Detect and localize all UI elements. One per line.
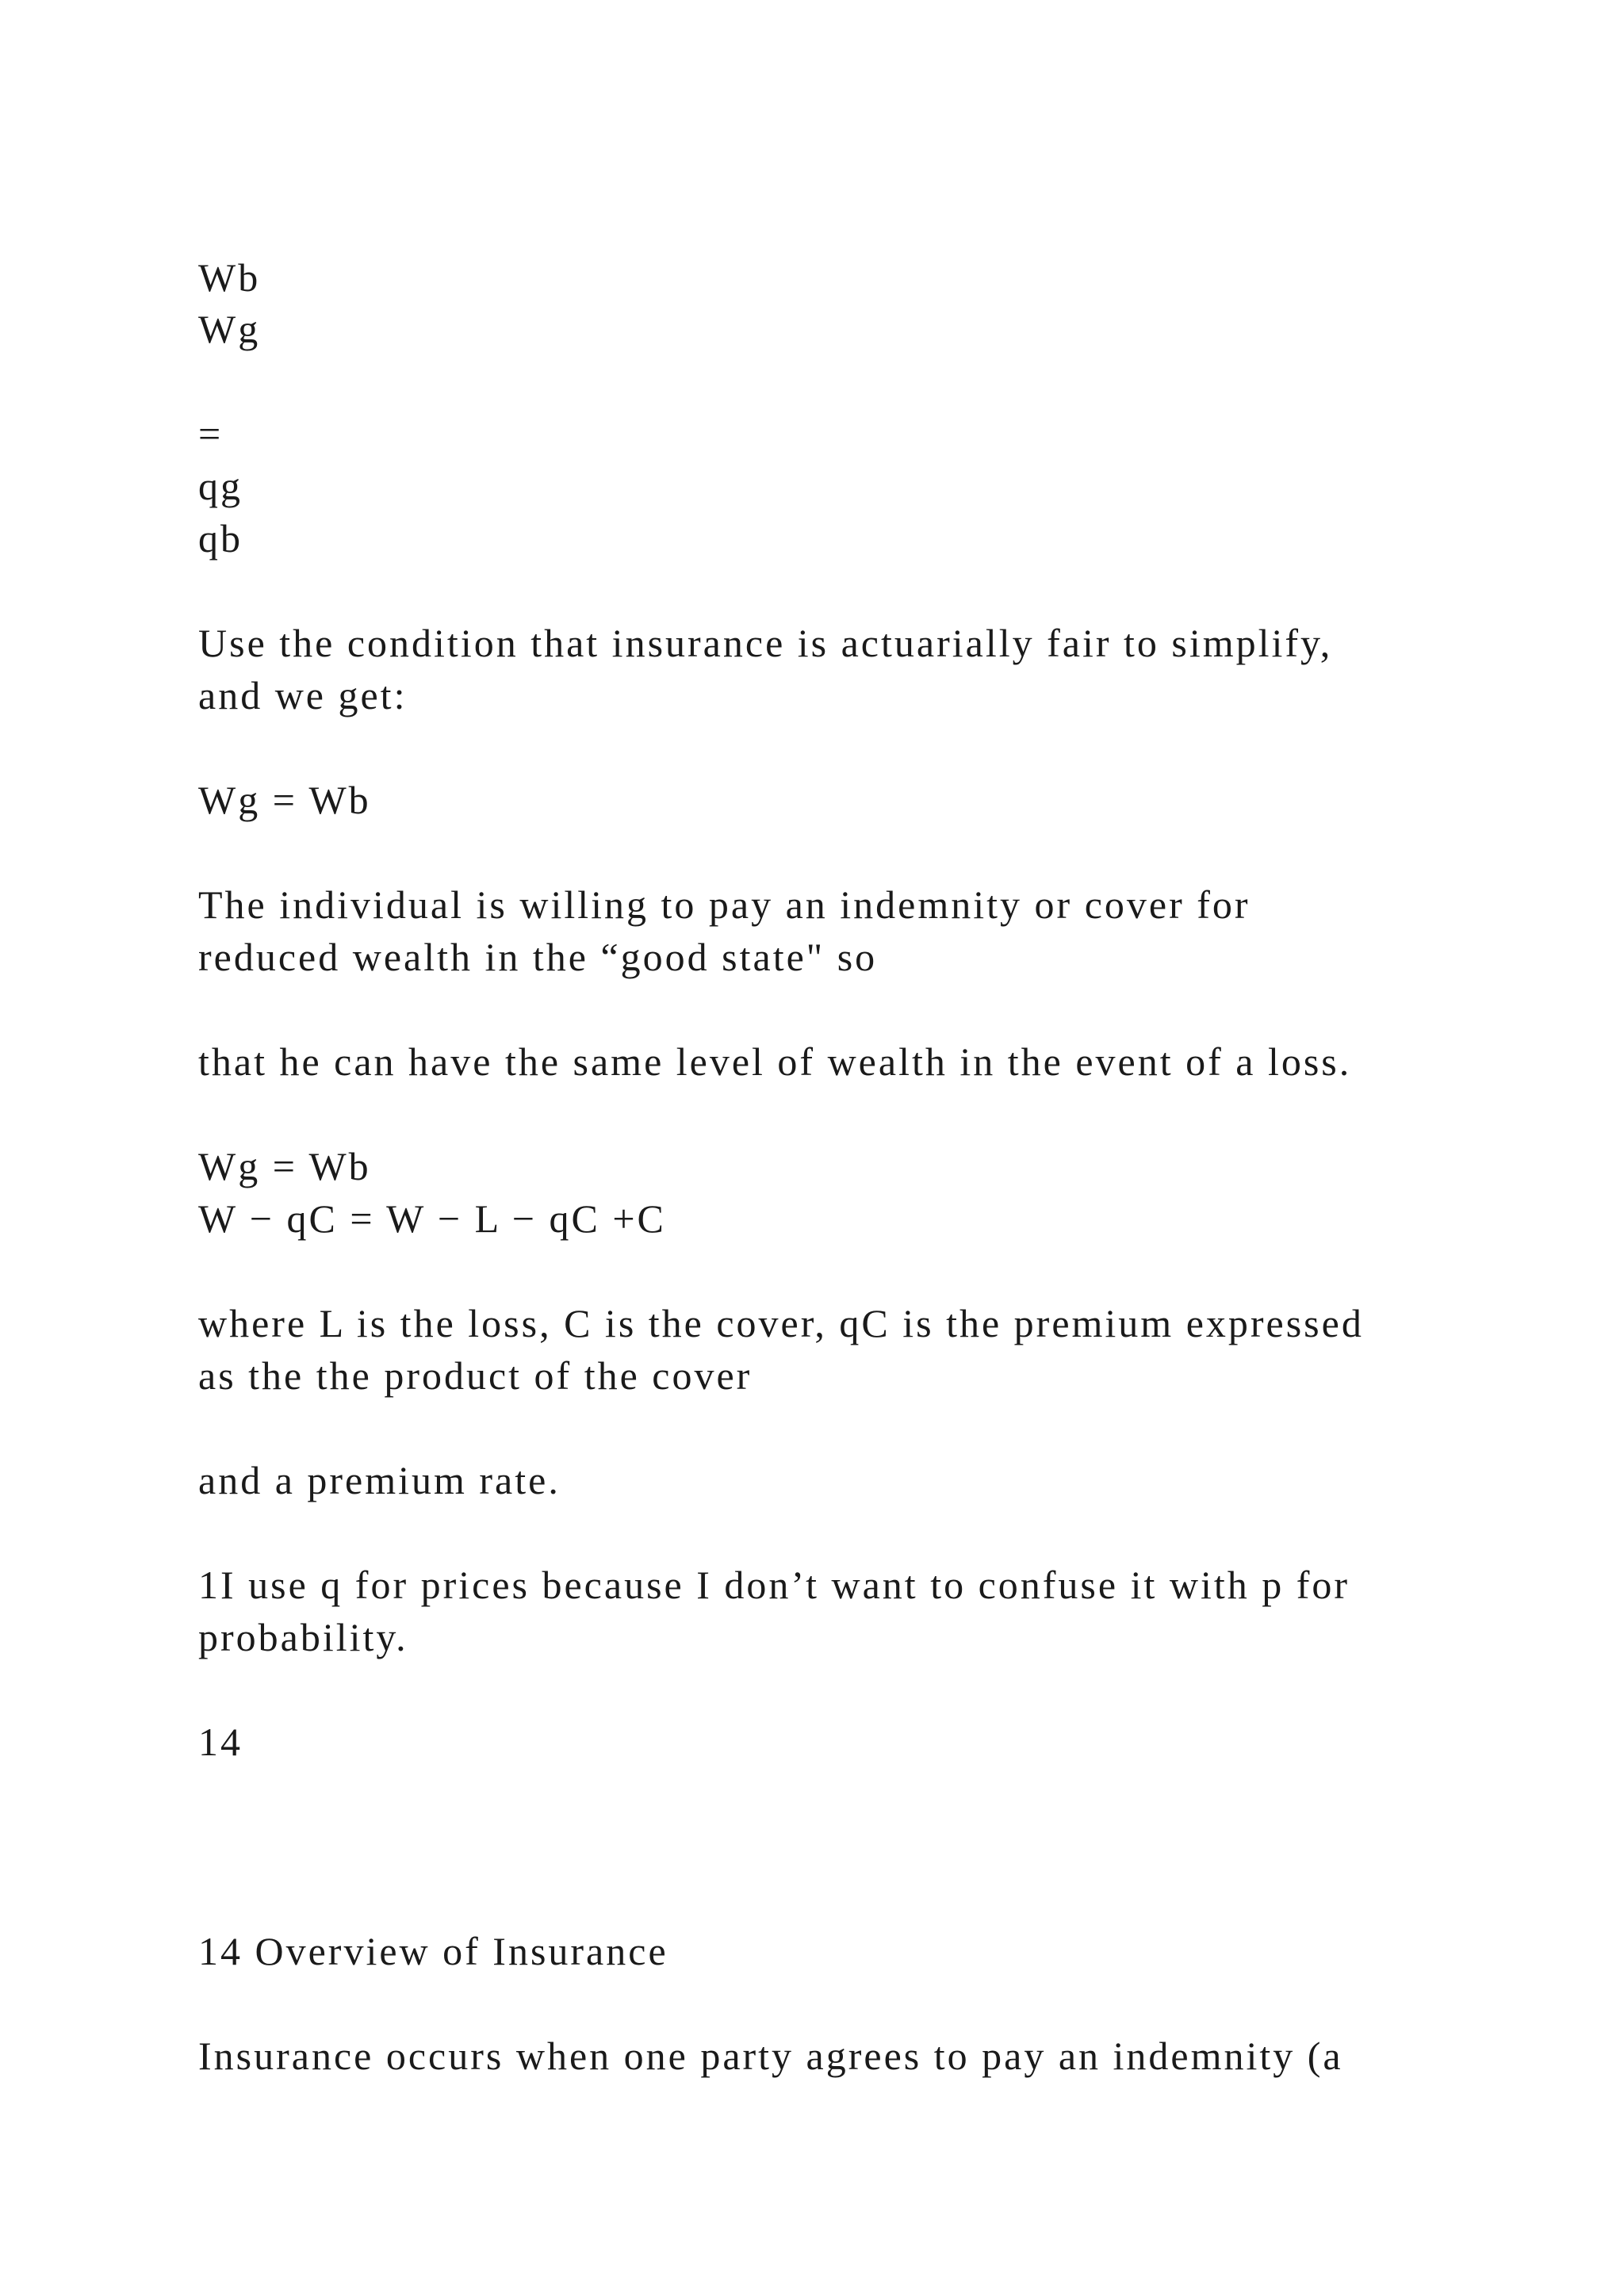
footnote-line: probability. <box>198 1615 408 1659</box>
paragraph-line: Insurance occurs when one party agrees to pay an indemnity (a <box>198 2034 1343 2078</box>
wealth-bad-label: Wb <box>198 255 261 300</box>
price-bad-label: qb <box>198 516 243 561</box>
paragraph-line: and a premium rate. <box>198 1458 561 1502</box>
paragraph-line: The individual is willing to pay an indemnity or cover for <box>198 882 1251 927</box>
section-header: 14 Overview of Insurance <box>198 1929 668 1973</box>
paragraph-line: where L is the loss, C is the cover, qC is the premium expressed <box>198 1301 1364 1345</box>
equation-line: Wg = Wb <box>198 1144 371 1188</box>
paragraph-line: Use the condition that insurance is actuarially fair to simplify, <box>198 621 1333 665</box>
paragraph-line: and we get: <box>198 673 408 718</box>
paragraph-line: that he can have the same level of wealth in the event of a loss. <box>198 1039 1352 1084</box>
wealth-good-label: Wg <box>198 307 261 351</box>
paragraph-line: reduced wealth in the “good state" so <box>198 935 878 979</box>
paragraph-line: as the the product of the cover <box>198 1353 753 1398</box>
equation-line: Wg = Wb <box>198 778 371 822</box>
page-number: 14 <box>198 1720 243 1764</box>
equation-line: W − qC = W − L − qC +C <box>198 1196 666 1241</box>
equals-sign: = <box>198 411 224 456</box>
footnote-line: 1I use q for prices because I don’t want to confuse it with p for <box>198 1563 1350 1607</box>
price-good-label: qg <box>198 464 243 508</box>
